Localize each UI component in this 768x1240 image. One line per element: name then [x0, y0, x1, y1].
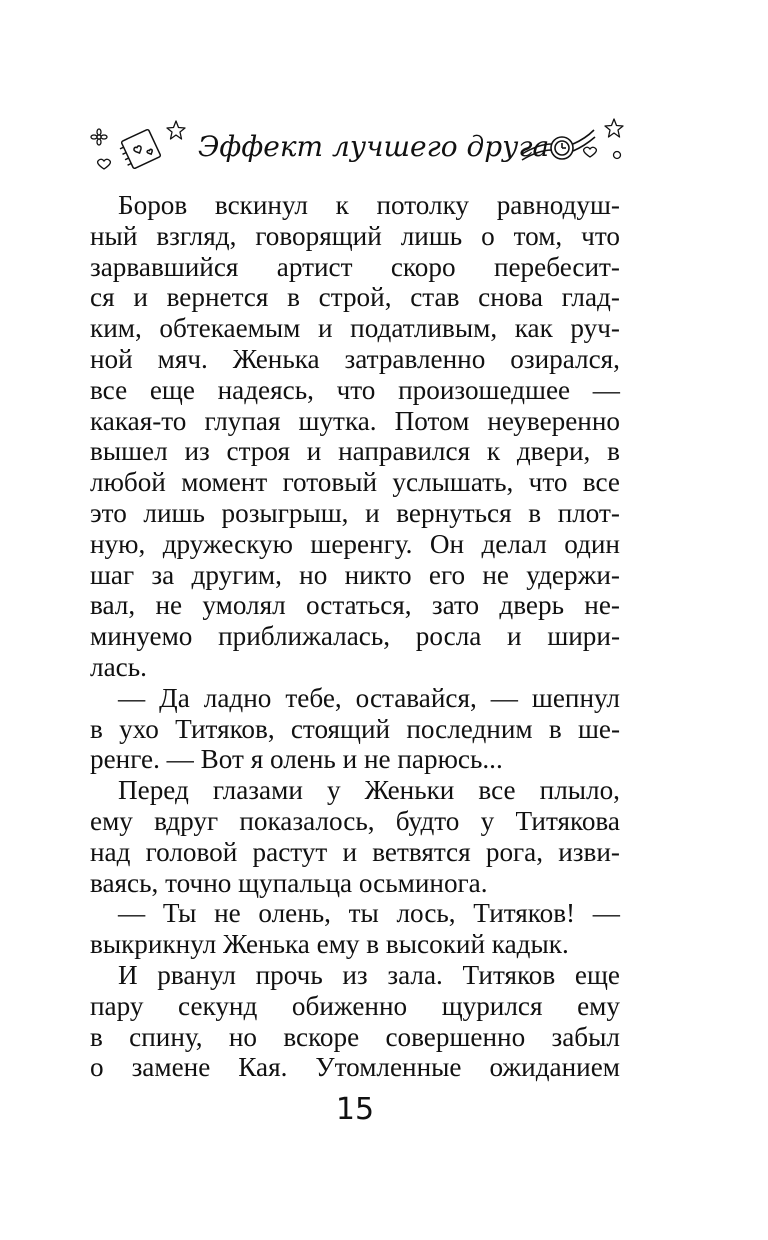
- text-line: [90, 991, 620, 1022]
- running-title: Эффект лучшего друга: [198, 130, 550, 163]
- word: в: [607, 436, 620, 467]
- word: Потом: [394, 405, 470, 436]
- word: не: [214, 898, 241, 929]
- word: и: [507, 621, 522, 652]
- word: розыгрыш,: [221, 497, 349, 528]
- word: готовый: [282, 467, 378, 498]
- word: затравленно: [344, 343, 486, 374]
- word: не: [482, 559, 509, 590]
- word: став: [410, 282, 460, 313]
- body-text: [90, 190, 620, 1083]
- word: Ты: [162, 898, 197, 929]
- text-line: [90, 436, 620, 467]
- word: все: [90, 374, 128, 405]
- word: еще: [149, 374, 195, 405]
- text-line: [90, 898, 620, 929]
- word: минуемо: [90, 621, 193, 652]
- word: о: [481, 220, 495, 251]
- word: ему: [90, 805, 133, 836]
- word: один: [564, 528, 620, 559]
- word: Перед: [118, 775, 189, 806]
- word: из: [342, 959, 368, 990]
- word: лишь: [143, 497, 205, 528]
- word: —: [490, 682, 518, 713]
- word: ухо: [119, 713, 159, 744]
- word: вернуться: [396, 497, 512, 528]
- word: перебесит-: [493, 251, 620, 282]
- text-line: ваясь, точно щупальца осьминога.: [90, 867, 488, 898]
- word: не: [155, 590, 183, 621]
- word: Боров: [118, 190, 188, 220]
- word: вскинул: [214, 190, 308, 220]
- word: все: [478, 775, 516, 806]
- word: и: [306, 436, 322, 467]
- word: надеясь,: [217, 374, 314, 405]
- word: в: [90, 713, 103, 744]
- word: из: [184, 436, 210, 467]
- word: щурился: [441, 990, 543, 1021]
- word: вышел: [90, 436, 168, 467]
- page-number: 15: [335, 1092, 375, 1127]
- text-line: [90, 529, 620, 560]
- text-line: [90, 560, 620, 591]
- text-line: ренге. — Вот я олень и не парюсь...: [90, 744, 503, 775]
- notebook-icon: [116, 124, 166, 174]
- word: совершенно: [385, 1021, 526, 1052]
- word: податливым,: [350, 313, 498, 344]
- word: Титяков: [462, 959, 556, 990]
- heart-icon: [96, 158, 112, 170]
- word: шепнул: [531, 682, 620, 713]
- word: дружескую: [162, 528, 293, 559]
- word: ветвятся: [372, 836, 471, 867]
- word: Кая.: [238, 1052, 288, 1083]
- word: к: [335, 190, 349, 220]
- word: как: [514, 313, 553, 344]
- word: потолку: [376, 190, 470, 220]
- word: спину,: [129, 1021, 203, 1052]
- word: и: [342, 836, 358, 867]
- word: последним: [406, 713, 533, 744]
- star-icon: [166, 120, 186, 140]
- word: за: [151, 559, 175, 590]
- word: ную,: [90, 528, 146, 559]
- word: будто: [395, 805, 460, 836]
- word: но: [299, 559, 328, 590]
- word: том,: [513, 220, 563, 251]
- word: ладно: [203, 682, 272, 713]
- word: и: [365, 497, 380, 528]
- word: дверь: [499, 590, 564, 621]
- flower-icon: [90, 128, 108, 146]
- word: но: [228, 1021, 258, 1052]
- word: не-: [584, 590, 620, 621]
- star-icon: [604, 118, 624, 138]
- word: Титяков,: [175, 713, 275, 744]
- word: Женька: [232, 343, 320, 374]
- word: головой: [145, 836, 238, 867]
- word: оставайся,: [355, 682, 477, 713]
- word: изви-: [558, 836, 620, 867]
- word: скоро: [390, 251, 456, 282]
- text-line: [90, 806, 620, 837]
- word: зала.: [387, 959, 443, 990]
- text-line: выкрикнул Женька ему в высокий кадык.: [90, 929, 569, 960]
- text-line: лась.: [90, 651, 147, 682]
- word: в: [90, 1021, 103, 1052]
- text-line: [90, 1022, 620, 1053]
- word: любой: [90, 467, 166, 498]
- word: и: [317, 313, 333, 344]
- text-line: [90, 344, 620, 375]
- word: в: [287, 282, 300, 313]
- text-line: [90, 621, 620, 652]
- word: плот-: [557, 497, 620, 528]
- word: все: [582, 467, 620, 498]
- word: что: [581, 220, 620, 251]
- word: у: [480, 805, 495, 836]
- word: Да: [159, 682, 190, 713]
- word: двери,: [516, 436, 591, 467]
- word: вскоре: [283, 1021, 360, 1052]
- word: вернется: [166, 282, 269, 313]
- word: в: [528, 497, 542, 528]
- word: о: [90, 1052, 104, 1083]
- word: снова: [478, 282, 543, 313]
- word: Он: [429, 528, 465, 559]
- word: шеренгу.: [310, 528, 413, 559]
- text-line: [90, 590, 620, 621]
- word: делал: [481, 528, 547, 559]
- word: Титяков!: [473, 898, 576, 929]
- word: глад-: [561, 282, 620, 313]
- text-line: [90, 683, 620, 714]
- word: неуверенно: [487, 405, 620, 436]
- word: шутка.: [298, 405, 377, 436]
- word: умолял: [202, 590, 286, 621]
- word: другим,: [191, 559, 282, 590]
- word: глупая: [204, 405, 281, 436]
- word: какая-то: [90, 405, 187, 436]
- text-line: [90, 375, 620, 406]
- word: обтекаемым: [159, 313, 301, 344]
- word: шаг: [90, 559, 135, 590]
- word: ше-: [577, 713, 620, 744]
- word: руч-: [570, 313, 620, 344]
- word: говорящий: [255, 220, 382, 251]
- word: замене: [131, 1052, 211, 1083]
- word: росла: [415, 621, 482, 652]
- word: —: [592, 374, 620, 405]
- word: зарвавшийся: [90, 251, 239, 282]
- word: ожиданием: [489, 1052, 620, 1083]
- word: растут: [252, 836, 328, 867]
- word: зато: [431, 590, 480, 621]
- word: что: [528, 467, 568, 498]
- text-line: [90, 498, 620, 529]
- word: его: [428, 559, 466, 590]
- word: озирался,: [510, 343, 620, 374]
- word: строй,: [318, 282, 392, 313]
- word: —: [118, 898, 146, 929]
- word: произошедшее: [398, 374, 571, 405]
- text-line: [90, 467, 620, 498]
- text-line: [90, 252, 620, 283]
- word: ты: [348, 898, 379, 929]
- word: равнодуш-: [496, 190, 620, 220]
- word: над: [90, 836, 131, 867]
- word: что: [336, 374, 376, 405]
- word: —: [592, 898, 620, 929]
- word: мяч.: [157, 343, 208, 374]
- word: приближалась,: [218, 621, 391, 652]
- text-line: [90, 960, 620, 991]
- word: ной: [90, 343, 133, 374]
- word: шири-: [547, 621, 620, 652]
- word: показалось,: [239, 805, 375, 836]
- word: Титякова: [515, 805, 620, 836]
- word: Женьки: [364, 775, 455, 806]
- word: у: [326, 775, 341, 806]
- text-line: [90, 714, 620, 745]
- word: ся: [90, 282, 115, 313]
- word: остаться,: [306, 590, 412, 621]
- word: лось,: [396, 898, 456, 929]
- word: вал,: [90, 590, 136, 621]
- text-line: [90, 406, 620, 437]
- word: артист: [276, 251, 353, 282]
- word: ему: [577, 990, 620, 1021]
- word: прочь: [255, 959, 323, 990]
- word: стоящий: [290, 713, 391, 744]
- text-line: [90, 190, 620, 221]
- word: —: [118, 682, 146, 713]
- word: глазами: [212, 775, 303, 806]
- word: направился: [338, 436, 471, 467]
- word: ный: [90, 220, 138, 251]
- word: рога,: [485, 836, 544, 867]
- text-line: [90, 837, 620, 868]
- word: ким,: [90, 313, 142, 344]
- word: рванул: [157, 959, 236, 990]
- heart-icon: [582, 146, 598, 158]
- word: строя: [226, 436, 290, 467]
- word: забыл: [551, 1021, 620, 1052]
- running-header: [80, 118, 640, 178]
- word: плыло,: [539, 775, 620, 806]
- text-line: [90, 221, 620, 252]
- word: вдруг: [154, 805, 219, 836]
- word: момент: [181, 467, 268, 498]
- word: олень,: [258, 898, 331, 929]
- text-line: [90, 282, 620, 313]
- word: удержи-: [526, 559, 620, 590]
- word: обиженно: [291, 990, 408, 1021]
- text-line: [90, 775, 620, 806]
- word: взгляд,: [156, 220, 237, 251]
- word: И: [118, 959, 138, 990]
- text-line: [90, 313, 620, 344]
- word: и: [133, 282, 148, 313]
- word: лишь: [400, 220, 463, 251]
- word: никто: [344, 559, 412, 590]
- word: услышать,: [392, 467, 514, 498]
- word: тебе,: [285, 682, 342, 713]
- word: это: [90, 497, 127, 528]
- word: к: [486, 436, 501, 467]
- text-line: [90, 1052, 620, 1083]
- word: еще: [574, 959, 620, 990]
- circle-icon: [612, 150, 622, 160]
- word: секунд: [178, 990, 258, 1021]
- word: Утомленные: [315, 1052, 462, 1083]
- word: в: [548, 713, 562, 744]
- word: пару: [90, 990, 144, 1021]
